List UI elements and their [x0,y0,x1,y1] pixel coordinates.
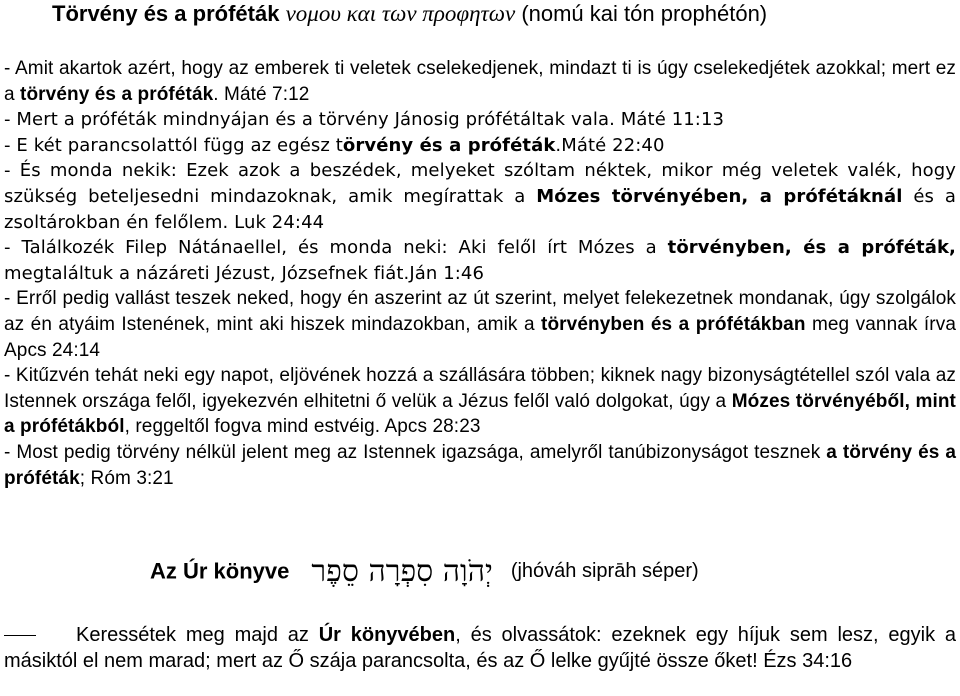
page-title [52,0,952,28]
heading-translit: (jhóváh siprāh séper) [510,560,699,582]
closing-paragraph: Keressétek meg majd az Úr könyvében, és olvassátok: ezeknek egy híjuk sem lesz, egyik a másiktól el nem marad; mert az Ő szája parancsolta, és az Ő lelke gyűjté össze őket! Ézs 34:16 [4,624,957,672]
lord-book-heading [150,554,950,594]
heading-label: Az Úr könyve [150,558,290,584]
verse-paragraph: - Amit akartok azért, hogy az emberek ti veletek cselekedjenek, mindazt ti is úgy cselekedjétek azokkal; mert ez a törvény és a próféták. Máté 7:12 [4,58,956,105]
title-translit: (nomú kai tón prophétón) [521,1,768,26]
verse-paragraph: - Találkozék Filep Nátánaellel, és monda neki: Aki felől írt Mózes a törvényben, és a próféták, megtaláltuk a názáreti Jézust, Józsefnek fiát.Ján 1:46 [4,237,956,284]
dash-rule [4,635,36,636]
verse-paragraph: - És monda nekik: Ezek azok a beszédek, melyeket szóltam néktek, mikor még veletek valék, hogy szükség beteljesedni mindazoknak, amik megírattak a Mózes törvényében, a prófétáknál és a zsoltárokban én felőlem. Luk 24:44 [4,160,957,233]
verse-list [4,56,956,491]
verse-paragraph: - Kitűzvén tehát neki egy napot, eljövének hozzá a szállására többen; kiknek nagy bizonyságtétellel szól vala az Istennek országa felől, igyekezvén elhitetni ő velük a Jézus felől való dolgokat, úgy a Mózes törvényéből, mint a prófétákból, reggeltől fogva mind estvéig. Apcs 28:23 [4,365,956,438]
verse-paragraph: - Mert a próféták mindnyájan és a törvény Jánosig prófétáltak vala. Máté 11:13 [4,109,725,131]
title-greek: νομου και των προφητων [285,1,516,26]
verse-paragraph: - E két parancsolattól függ az egész törvény és a próféták.Máté 22:40 [4,134,665,156]
title-main: Törvény és a próféták [52,1,280,26]
verse-paragraph: - Erről pedig vallást teszek neked, hogy én aszerint az út szerint, melyet felekezetnek mondanak, úgy szolgálok az én atyáim Istenének, mint aki hiszek mindazokban, amik a törvényben és a prófétákban meg vannak írva Apcs 24:14 [4,288,957,361]
verse-paragraph: - Most pedig törvény nélkül jelent meg az Istennek igazsága, amelyről tanúbizonyságot tesznek a törvény és a próféták; Róm 3:21 [4,441,957,489]
heading-hebrew: יְהֹוָה סִפְרָה סֵפֶר [311,554,493,589]
